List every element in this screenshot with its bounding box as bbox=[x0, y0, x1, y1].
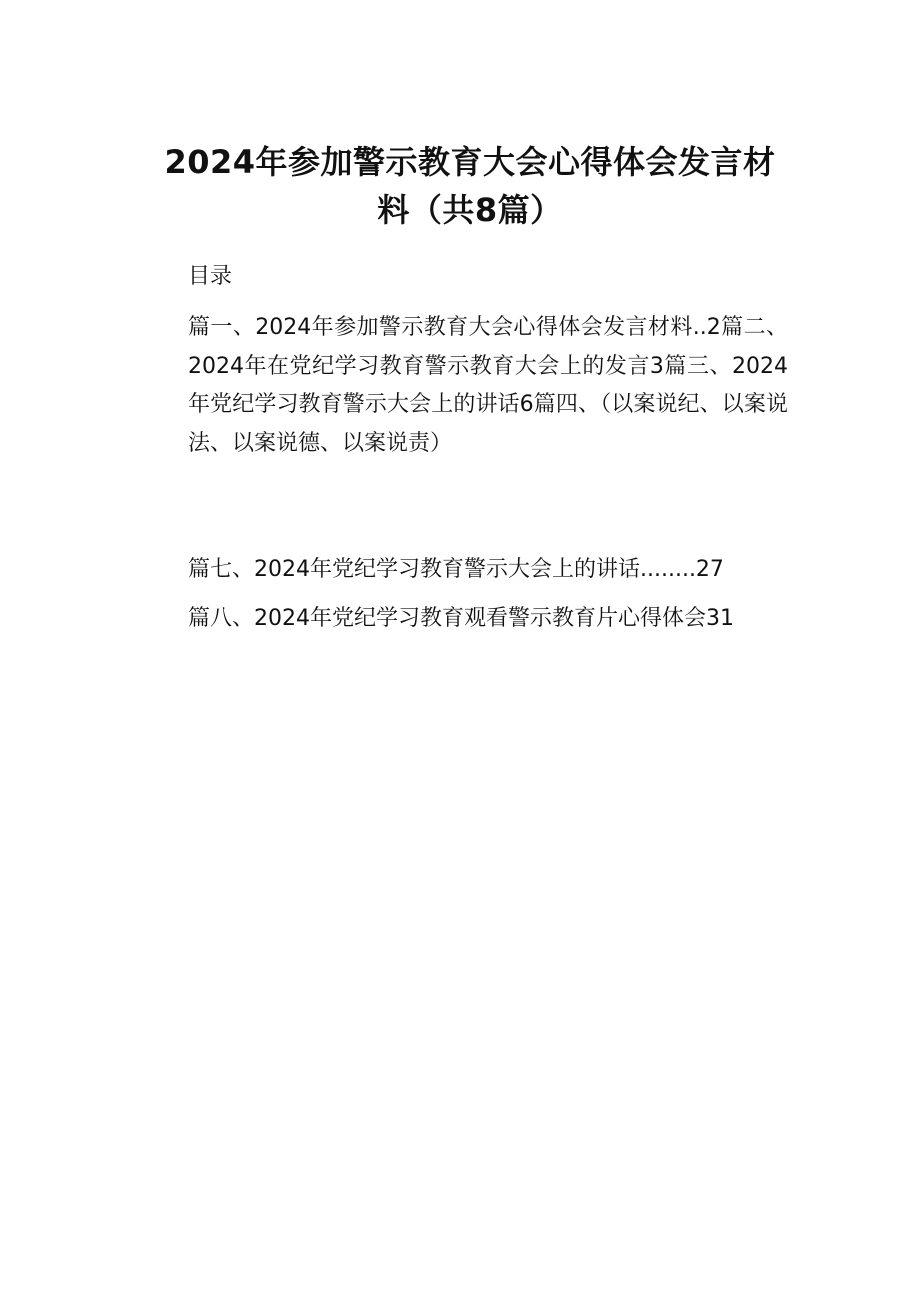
toc-entry[interactable]: 篇七、2024年党纪学习教育警示大会上的讲话........27 bbox=[188, 557, 724, 582]
toc-entry[interactable]: 篇八、2024年党纪学习教育观看警示教育片心得体会31 bbox=[188, 606, 734, 631]
document-title: 2024年参加警示教育大会心得体会发言材料（共8篇） bbox=[164, 143, 776, 229]
toc-heading: 目录 bbox=[188, 264, 233, 289]
toc-paragraph: 篇一、2024年参加警示教育大会心得体会发言材料..2篇二、2024年在党纪学习教育警示教育大会上的发言3篇三、2024年党纪学习教育警示大会上的讲话6篇四、（以案说纪、以案说法、以案说德、以案说责） bbox=[188, 315, 788, 456]
